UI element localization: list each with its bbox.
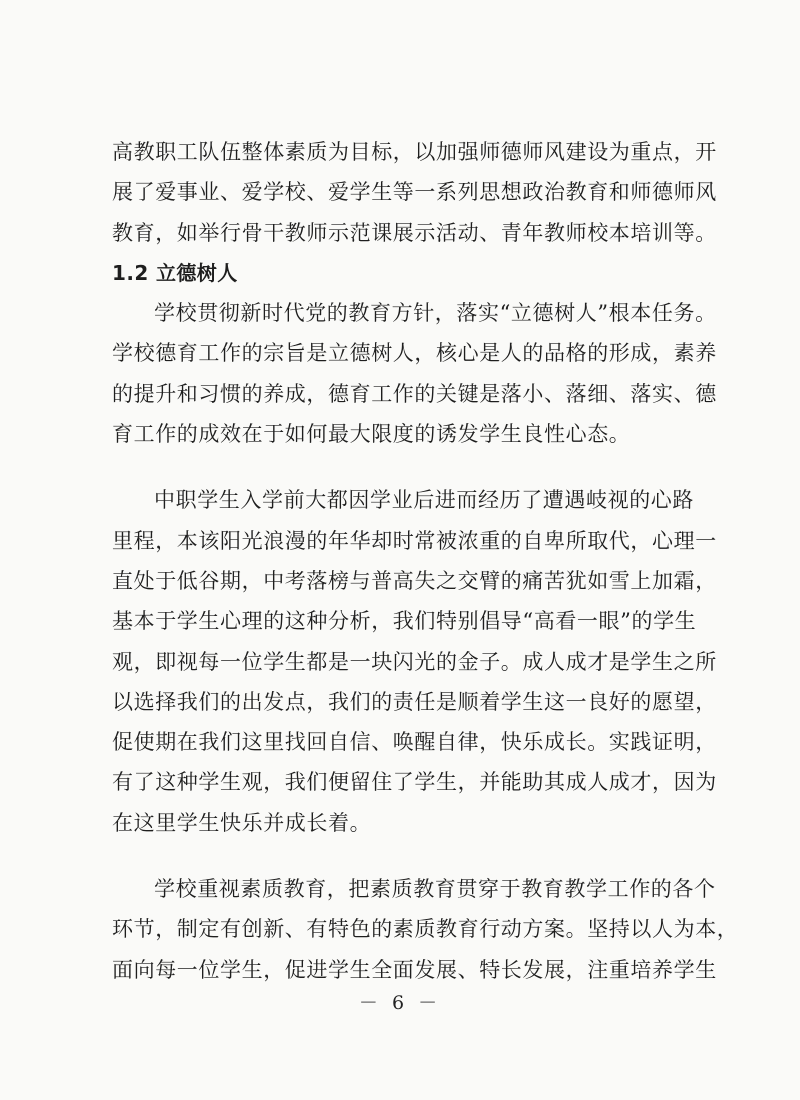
paragraph-first-line: 学校贯彻新时代党的教育方针，落实“立德树人”根本任务。 [154,301,717,326]
text-line: 基本于学生心理的这种分析，我们特别倡导“高看一眼”的学生 [112,609,697,634]
text-line: 有了这种学生观，我们便留住了学生，并能助其成人成才，因为 [112,770,717,795]
text-line: 教育，如举行骨干教师示范课展示活动、青年教师校本培训等。 [112,220,717,245]
text-line: 育工作的成效在于如何最大限度的诱发学生良性心态。 [112,422,631,447]
text-line: 学校德育工作的宗旨是立德树人，核心是人的品格的形成，素养 [112,341,717,366]
page-number: － 6 － [358,992,442,1014]
paragraph-first-line: 中职学生入学前大都因学业后进而经历了遭遇岐视的心路 [154,488,694,513]
paragraph-gap [112,454,697,480]
text-line: 以选择我们的出发点，我们的责任是顺着学生这一良好的愿望， [112,689,717,714]
text-line: 环节，制定有创新、有特色的素质教育行动方案。坚持以人为本， [112,917,739,942]
text-line: 促使期在我们这里找回自信、唤醒自律，快乐成长。实践证明， [112,730,717,755]
paragraph-gap [112,843,697,869]
section-heading: 1.2 立德树人 [112,260,238,285]
document-body [112,132,739,990]
text-line: 展了爱事业、爱学校、爱学生等一系列思想政治教育和师德师风 [112,180,717,205]
paragraph-first-line: 学校重视素质教育，把素质教育贯穿于教育教学工作的各个 [154,877,716,902]
text-line: 观，即视每一位学生都是一块闪光的金子。成人成才是学生之所 [112,649,717,674]
text-line: 在这里学生快乐并成长着。 [112,810,372,835]
text-line: 面向每一位学生，促进学生全面发展、特长发展，注重培养学生 [112,957,717,982]
text-line: 的提升和习惯的养成，德育工作的关键是落小、落细、落实、德 [112,381,717,406]
text-line: 高教职工队伍整体素质为目标，以加强师德师风建设为重点，开 [112,140,717,164]
text-line: 直处于低谷期，中考落榜与普高失之交臂的痛苦犹如雪上加霜， [112,568,717,593]
text-line: 里程，本该阳光浪漫的年华却时常被浓重的自卑所取代，心理一 [112,528,717,553]
